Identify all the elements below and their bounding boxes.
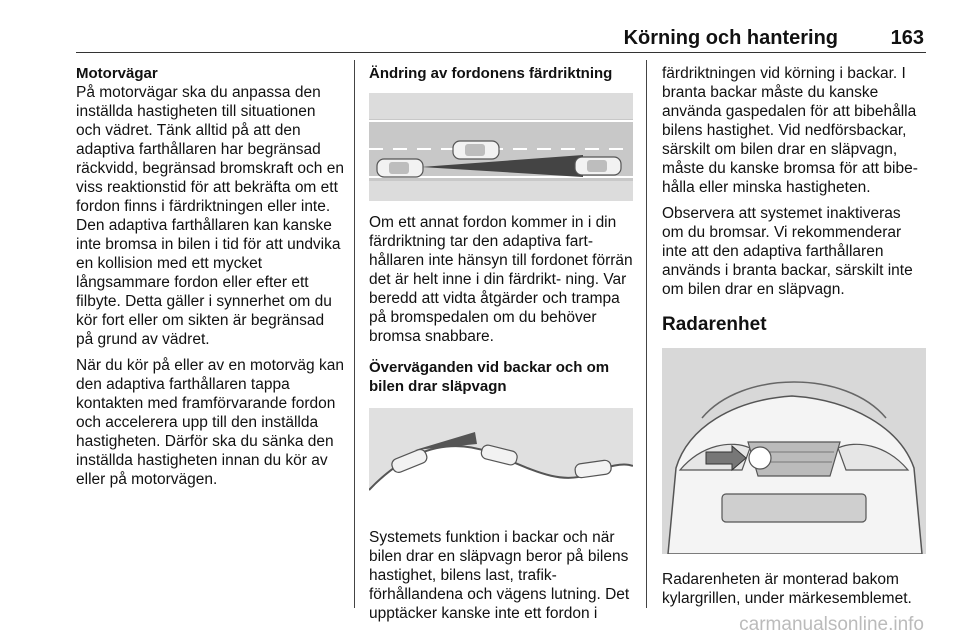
car-icon — [453, 141, 499, 159]
lane-change-svg — [369, 93, 633, 201]
header-title: Körning och hantering — [623, 27, 838, 49]
page-header — [76, 26, 926, 53]
car-front-svg — [662, 348, 926, 554]
paragraph: Om ett annat fordon kommer in i din färdriktning tar den adaptiva fart- hållaren inte hänsyn till fordonet förrän det är helt inne i din färdrikt- ning. Var beredd att vidta åtgärder och trampa på bromspedalen om du behöver bromsa snabbare. — [369, 214, 633, 345]
paragraph: Observera att systemet inaktiveras om du bromsar. Vi rekommenderar inte att den adaptiva farthållaren används i branta backar, särskilt inte om bilen drar en släpvagn. — [662, 205, 913, 298]
hill-illustration — [369, 408, 633, 514]
column-divider-1 — [354, 60, 355, 608]
section-heading-motorvagar: Motorvägar — [76, 65, 158, 82]
column-divider-2 — [646, 60, 647, 608]
column-2 — [369, 64, 633, 630]
car-icon — [575, 157, 621, 175]
section-heading-radarenhet: Radarenhet — [662, 314, 767, 335]
paragraph: På motorvägar ska du anpassa den inställda hastigheten till situationen och vädret. Tänk alltid på att den adaptiva farthållaren har begränsad räckvidd, begränsad bromskraft och en viss reaktionstid för att bekräfta om ett fordon finns i färdriktningen eller inte. Den adaptiva farthållaren kan kanske inte bromsa in bilen i tid för att undvika en kollision med ett mycket långsammare fordon eller efter ett filbyte. Detta gäller i synnerhet om du kör fort eller om sikten är begränsad på grund av vädret. — [76, 84, 344, 348]
car-icon — [377, 159, 423, 177]
column-1 — [76, 64, 344, 496]
lane-change-illustration — [369, 93, 633, 201]
paragraph: färdriktningen vid körning i backar. I branta backar måste du kanske använda gaspedalen för att bibehålla bilens hastighet. Vid nedförsbackar, särskilt om bilen drar en släpvagn, måste du kanske bromsa för att bibe- hålla eller minska hastigheten. — [662, 65, 918, 196]
radar-sensor-icon — [749, 447, 771, 469]
hill-svg — [369, 408, 633, 514]
paragraph: Systemets funktion i backar och när bilen drar en släpvagn beror på bilens hastighet, bilens last, trafik- förhållandena och vägens lutning. Det upptäcker kanske inte ett fordon i — [369, 529, 630, 622]
section-heading-backar: Överväganden vid backar och om bilen drar släpvagn — [369, 359, 610, 395]
watermark: carmanualsonline.info — [739, 614, 924, 635]
radar-unit-illustration — [662, 348, 926, 554]
column-3 — [662, 64, 926, 615]
paragraph: Radarenheten är monterad bakom kylargrillen, under märkesemblemet. — [662, 571, 912, 607]
paragraph: När du kör på eller av en motorväg kan den adaptiva farthållaren tappa kontakten med framförvarande fordon och accelerera upp till den inställda hastigheten. Därför ska du sänka den inställda hastigheten innan du kör av eller på motorvägen. — [76, 357, 344, 488]
section-heading-fardriktning: Ändring av fordonens färdriktning — [369, 65, 613, 82]
page-number: 163 — [890, 27, 924, 49]
